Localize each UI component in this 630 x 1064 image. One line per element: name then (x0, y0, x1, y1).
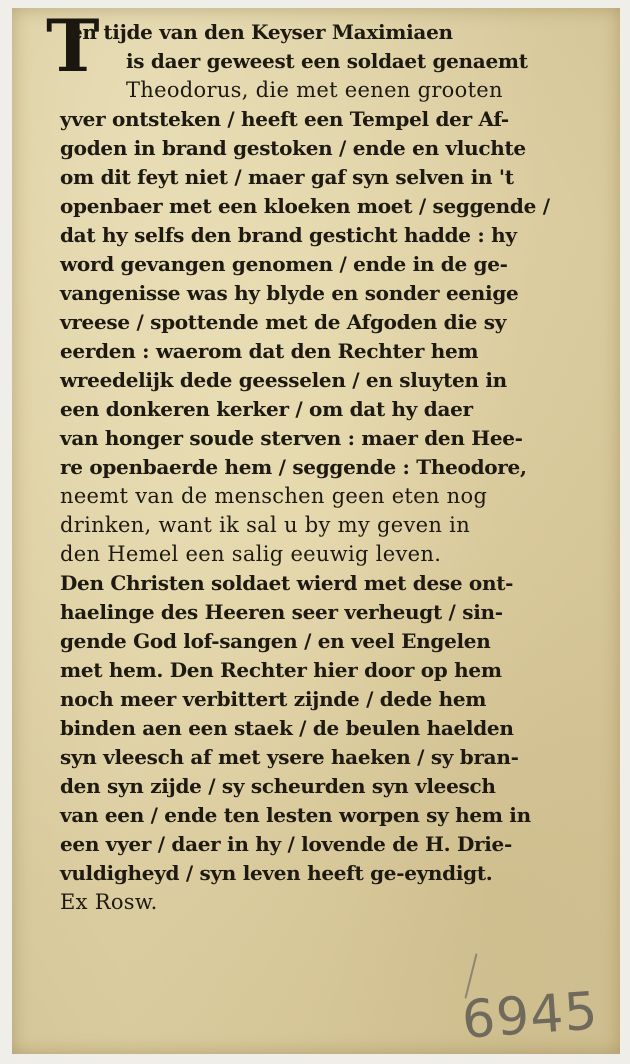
text-line-2: is daer geweest een soldaet genaemt (126, 49, 528, 73)
text-line-20: Den Christen soldaet wierd met dese ont- (60, 571, 514, 595)
text-line-8: dat hy selfs den brand gesticht hadde : hy (60, 223, 517, 247)
text-line-5: goden in brand gestoken / ende en vluchte (60, 136, 526, 160)
text-line-19: den Hemel een salig eeuwig leven. (60, 542, 442, 566)
text-line-29: een vyer / daer in hy / lovende de H. Drie- (60, 832, 512, 856)
text-line-1: en tijde van den Keyser Maximiaen (70, 20, 453, 44)
text-line-13: wreedelijk dede geesselen / en sluyten in (60, 368, 507, 392)
text-line-18: drinken, want ik sal u by my geven in (60, 513, 471, 537)
text-line-24: noch meer verbittert zijnde / dede hem (60, 687, 487, 711)
text-line-4: yver ontsteken / heeft een Tempel der Af- (60, 107, 509, 131)
paper-sheet (12, 3, 620, 1054)
text-line-26: syn vleesch af met ysere haeken / sy bran- (60, 745, 519, 769)
text-line-30: vuldigheyd / syn leven heeft ge-eyndigt. (60, 861, 493, 885)
text-line-12: eerden : waerom dat den Rechter hem (60, 339, 479, 363)
text-line-21: haelinge des Heeren seer verheugt / sin- (60, 600, 503, 624)
text-line-15: van honger soude sterven : maer den Hee- (60, 426, 523, 450)
text-line-22: gende God lof-sangen / en veel Engelen (60, 629, 491, 653)
handwritten-inventory-number: 6945 (460, 981, 601, 1051)
text-line-14: een donkeren kerker / om dat hy daer (60, 397, 473, 421)
text-line-23: met hem. Den Rechter hier door op hem (60, 658, 502, 682)
text-line-10: vangenisse was hy blyde en sonder eenige (60, 281, 519, 305)
text-line-11: vreese / spottende met de Afgoden die sy (60, 310, 507, 334)
text-line-27: den syn zijde / sy scheurden syn vleesch (60, 774, 496, 798)
source-attribution: Ex Rosw. (60, 890, 158, 914)
drop-cap: T (46, 3, 100, 88)
text-line-16: re openbaerde hem / seggende : Theodore, (60, 455, 527, 479)
text-line-17: neemt van de menschen geen eten nog (60, 484, 488, 508)
text-line-25: binden aen een staek / de beulen haelden (60, 716, 514, 740)
text-line-9: word gevangen genomen / ende in de ge- (60, 252, 508, 276)
text-line-3: Theodorus, die met eenen grooten (126, 78, 503, 102)
text-line-28: van een / ende ten lesten worpen sy hem in (60, 803, 531, 827)
body-text (60, 18, 608, 917)
text-line-6: om dit feyt niet / maer gaf syn selven in 't (60, 165, 514, 189)
text-line-7: openbaer met een kloeken moet / seggende / (60, 194, 550, 218)
